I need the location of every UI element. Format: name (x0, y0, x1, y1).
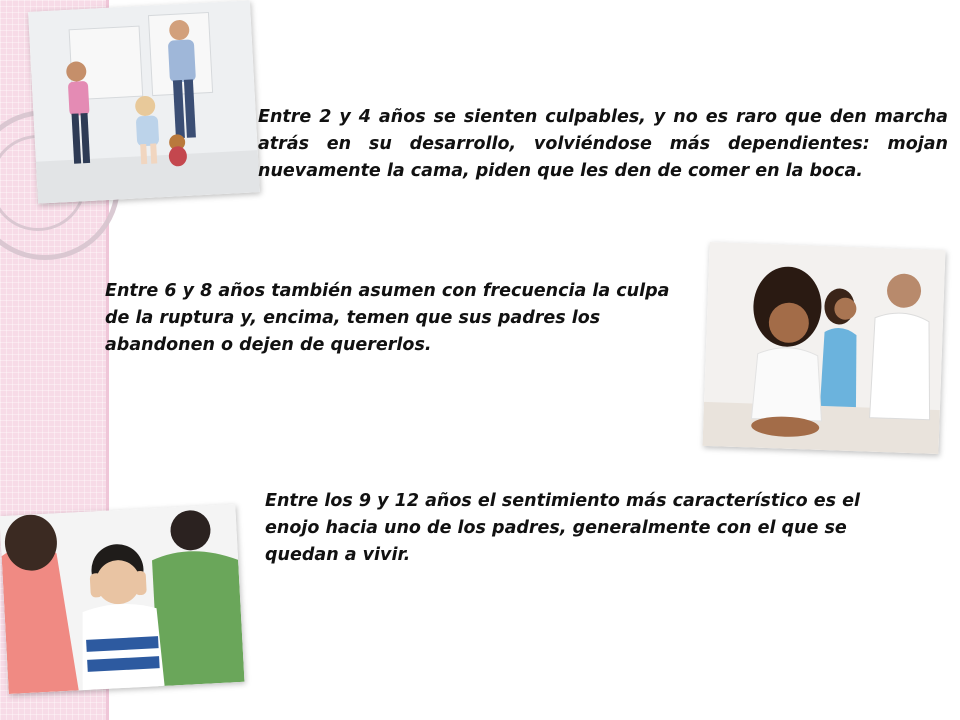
paragraph-ages-2-4: Entre 2 y 4 años se sienten culpables, y no es raro que den marcha atrás en su desarrollo, volviéndose más dependientes: mojan nuevamente la cama, piden que les den de comer en la boca. (258, 107, 948, 181)
photo-illustration (28, 0, 260, 203)
photo-parents-arguing-toddler (28, 0, 260, 203)
paragraph-ages-9-12: Entre los 9 y 12 años el sentimiento más característico es el enojo hacia uno de los padres, generalmente con el que se quedan a vivir. (265, 491, 860, 565)
paragraph-ages-6-8: Entre 6 y 8 años también asumen con frecuencia la culpa de la ruptura y, encima, temen que sus padres los abandonen o dejen de quererlos. (105, 281, 670, 355)
photo-illustration (703, 242, 946, 454)
photo-girl-and-parents (703, 242, 946, 454)
photo-boy-covering-ears (0, 504, 244, 694)
photo-illustration (0, 504, 244, 694)
